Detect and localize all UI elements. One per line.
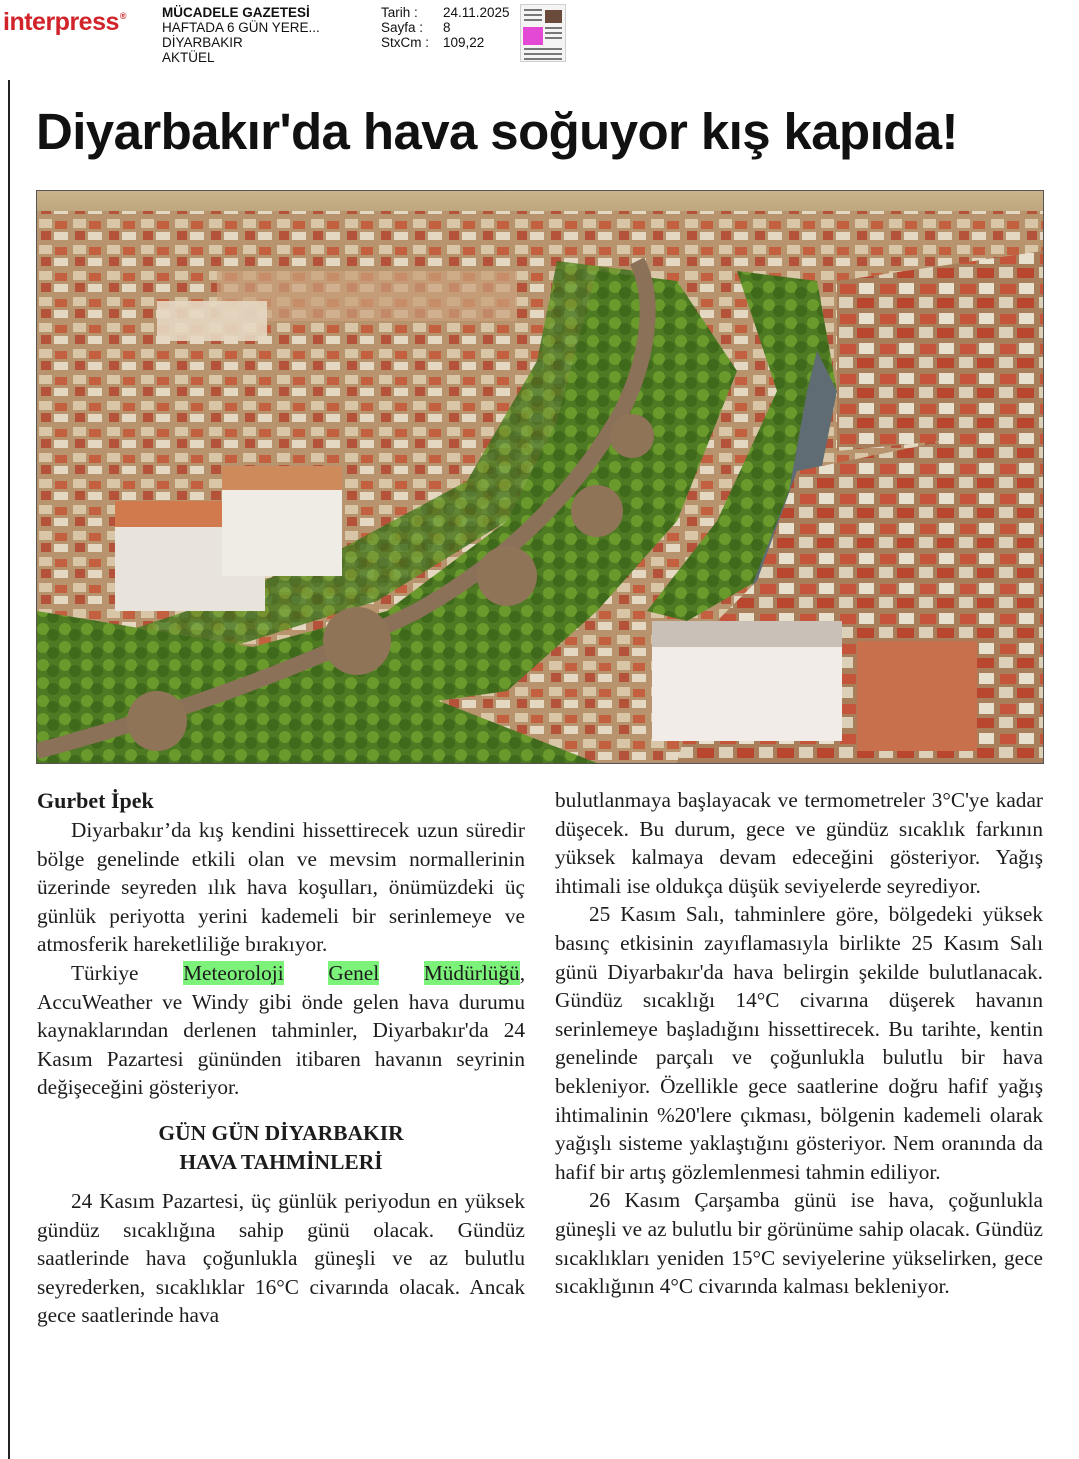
- stxcm-value: 109,22: [443, 35, 485, 50]
- date-row: [381, 5, 510, 20]
- publication-section: AKTÜEL: [162, 50, 215, 65]
- publication-name: MÜCADELE GAZETESİ: [162, 5, 310, 20]
- article-frame-line: [8, 80, 10, 1459]
- page-label: Sayfa :: [381, 20, 424, 35]
- paragraph-sources: Türkiye Meteoroloji Genel Müdürlüğü, AccuWeather ve Windy gibi önde gelen hava durumu kaynaklarından derlenen tahminler, Diyarbakır'da 24 Kasım Pazartesi gününden itibaren havanın seyrinin değişeceğini gösteriyor.: [37, 960, 526, 1100]
- byline: Gurbet İpek: [37, 788, 154, 813]
- article-column-left: [37, 786, 525, 1330]
- date-value: 24.11.2025: [443, 5, 510, 20]
- page-thumbnail[interactable]: [520, 4, 566, 62]
- page-value: 8: [443, 20, 451, 35]
- clipping-header: [0, 0, 1079, 72]
- thumbnail-highlight: [523, 27, 543, 45]
- clip-details: [381, 5, 510, 50]
- stxcm-row: [381, 35, 510, 50]
- article-column-right: [555, 786, 1043, 1301]
- interpress-logo: interpress®: [3, 8, 127, 36]
- publication-city: DİYARBAKIR: [162, 35, 243, 50]
- highlight-keyword: Meteoroloji: [183, 960, 284, 985]
- stxcm-label: StxCm :: [381, 35, 430, 50]
- article-headline: Diyarbakır'da hava soğuyor kış kapıda!: [36, 103, 958, 160]
- paragraph-tuesday: 25 Kasım Salı, tahminlere göre, bölgedeki yüksek basınç etkisinin zayıflamasıyla birlikte 25 Kasım Salı günü Diyarbakır'da hava belirgin şekilde bulutlanacak. Gündüz sıcaklığı 14°C civarına düşerek havanın serinlemeye başladığını hissettirecek. Bu tarihte, kentin genelinde parçalı ve çoğunlukla bulutlu bir hava bekleniyor. Özellikle gece saatlerine doğru hafif yağış ihtimalinin %20'lere çıkması, bölgenin kademeli olarak yağışlı sisteme yaklaştığını gösteriyor. Nem oranında da hafif bir artış gözlemlenmesi tahmin ediliyor.: [555, 902, 1043, 1184]
- paragraph-monday: 24 Kasım Pazartesi, üç günlük periyodun en yüksek gündüz sıcaklığına sahip günü olacak. Gündüz saatlerinde hava çoğunlukla güneşli ve az bulutlu seyrederken, sıcaklıklar 16°C civarında olacak. Ancak gece saatlerinde hava: [37, 1188, 525, 1328]
- city-aerial-photo: [36, 190, 1044, 764]
- paragraph-wednesday: 26 Kasım Çarşamba günü ise hava, çoğunlukla güneşli ve az bulutlu bir görünüme sahip olacak. Gündüz sıcaklıkları yeniden 15°C seviyelerine yükselirken, gece sıcaklığının 4°C civarında kalması bekleniyor.: [555, 1188, 1043, 1299]
- page-row: [381, 20, 510, 35]
- date-label: Tarih :: [381, 5, 418, 20]
- paragraph-monday-cont: bulutlanmaya başlayacak ve termometreler 3°C'ye kadar düşecek. Bu durum, gece ve gündüz sıcaklık farkının yüksek kalmaya devam edeceğini gösteriyor. Yağış ihtimali ise oldukça düşük seviyelerde seyrediyor.: [555, 788, 1043, 898]
- section-subhead: GÜN GÜN DİYARBAKIR HAVA TAHMİNLERİ: [158, 1120, 404, 1174]
- thumbnail-photo: [545, 10, 562, 23]
- highlight-keyword: Müdürlüğü: [423, 960, 520, 985]
- paragraph-intro: Diyarbakır’da kış kendini hissettirecek uzun süredir bölge genelinde etkili olan ve mevsim normallerinin üzerinde seyreden ılık hava koşulları, önümüzdeki üç günlük periyotta yerini kademeli bir serinlemeye ve atmosferik hareketliliğe bırakıyor.: [37, 818, 525, 957]
- highlight-keyword: Genel: [328, 960, 380, 985]
- source-info: [162, 5, 320, 65]
- publication-frequency: HAFTADA 6 GÜN YERE...: [162, 20, 320, 35]
